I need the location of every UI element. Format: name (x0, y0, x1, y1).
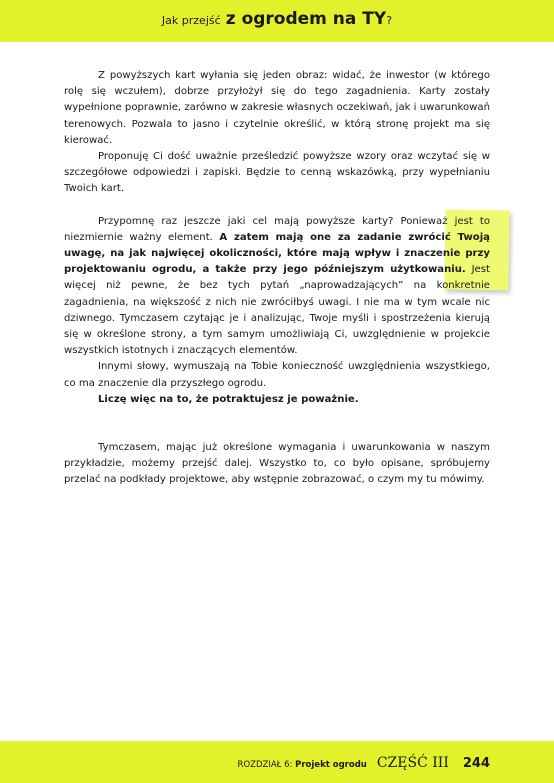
spacer (64, 198, 490, 214)
paragraph-5: Liczę więc na to, że potraktujesz je poważnie. (98, 393, 359, 405)
page-number: 244 (462, 756, 490, 771)
header-prefix: Jak przejść (161, 14, 221, 27)
part-label: CZĘŚĆ III (376, 755, 449, 771)
paragraph-4: Innymi słowy, wymuszają na Tobie konieczność uwzględnienia wszystkiego, co ma znaczenie dla przyszłego ogrodu. (64, 361, 490, 389)
page-content (64, 68, 490, 489)
paragraph-2: Proponuję Ci dość uważnie prześledzić powyższe wzory oraz wczytać się w szczegółowe odpowiedzi i zapiski. Będzie to cenną wskazówką, przy wypełnianiu Twoich kart. (64, 151, 490, 195)
header-main: z ogrodem na TY (225, 9, 387, 29)
paragraph-3 (64, 214, 490, 360)
paragraph-3-end: Jest więcej niż pewne, że bez tych pytań „naprowadzających” na konkretnie zagadnienia, na większość z nich nie zwróciłbyś uwagi. I nie ma w tym wcale nic dziwnego. Tymczasem czytając je i analizując, Twoje myśli i spostrzeżenia kierują się w określone strony, a tym samym umożliwiają Ci, uwzględnienie w projekcie wszystkich istotnych i znaczących elementów. (64, 264, 490, 357)
paragraph-1: Z powyższych kart wyłania się jeden obraz: widać, że inwestor (w którego rolę się wczułem), dobrze przyłożył się do tego zagadnienia. Karty zostały wypełnione poprawnie, zarówno w zakresie własnych oczekiwań, jak i uwarunkowań terenowych. Pozwala to jasno i czytelnie określić, w którą stronę projekt ma się kierować. (64, 70, 490, 146)
paragraph-3-start: Przypomnę raz jeszcze jaki cel mają powyższe karty? Ponieważ jest to niezmiernie ważny element. (64, 215, 490, 243)
chapter-title: Projekt ogrodu (295, 760, 367, 770)
paragraph-6: Tymczasem, mając już określone wymagania i uwarunkowania w naszym przykładzie, możemy przejść dalej. Wszystko to, co było opisane, spróbujemy przelać na podkłady projektowe, aby wstępnie zobrazować, o czym my tu mówimy. (64, 442, 490, 486)
header-suffix: ? (386, 14, 393, 27)
page-header-title (0, 0, 554, 42)
page-footer (238, 755, 490, 771)
chapter-label: ROZDZIAŁ 6: (237, 760, 293, 770)
spacer (64, 408, 490, 440)
paragraph-3-bold: A zatem mają one za zadanie zwrócić Twoją uwagę, na jak najwięcej okoliczności, które mają wpływ i znaczenie przy projektowaniu ogrodu, a także przy jego późniejszym użytkowaniu. (64, 231, 490, 276)
chapter-info (238, 760, 367, 770)
